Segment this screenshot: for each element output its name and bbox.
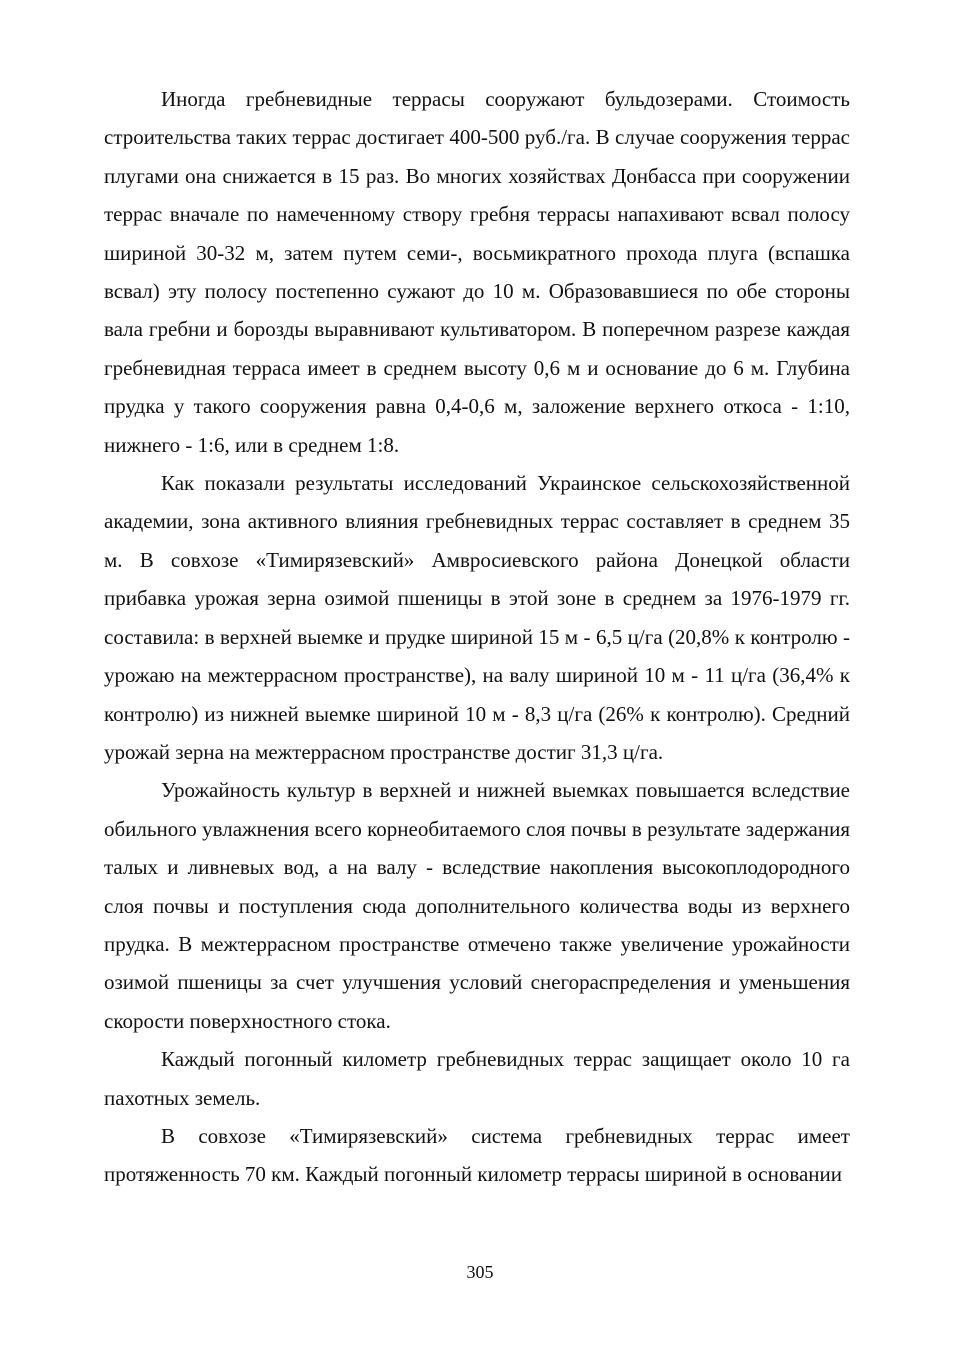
paragraph-terrace-system: В совхозе «Тимирязевский» система гребневидных террас имеет протяженность 70 км. Каждый погонный километр террасы шириной в основании	[104, 1123, 850, 1187]
paragraph-protection-area: Каждый погонный километр гребневидных террас защищает около 10 га пахотных земель.	[104, 1047, 850, 1110]
body-text	[104, 80, 850, 1194]
paragraph-research-results: Как показали результаты исследований Украинское сельскохозяйственной академии, зона активного влияния гребневидных террас составляет в среднем 35 м. В совхозе «Тимирязевский» Амвросиевского района Донецкой области прибавка урожая зерна озимой пшеницы в этой зоне в среднем за 1976-1979 гг. составила: в верхней выемке и прудке шириной 15 м - 6,5 ц/га (20,8% к контролю - урожаю на межтеррасном пространстве), на валу шириной 10 м - 11 ц/га (36,4% к контролю) из нижней выемке шириной 10 м - 8,3 ц/га (26% к контролю). Средний урожай зерна на межтеррасном пространстве достиг 31,3 ц/га.	[104, 471, 850, 764]
paragraph-yield-reasons: Урожайность культур в верхней и нижней выемках повышается вследствие обильного увлажнения всего корнеобитаемого слоя почвы в результате задержания талых и ливневых вод, а на валу - вследствие накопления высокоплодородного слоя почвы и поступления сюда дополнительного количества воды из верхнего прудка. В межтеррасном пространстве отмечено также увеличение урожайности озимой пшеницы за счет улучшения условий снегораспределения и уменьшения скорости поверхностного стока.	[104, 778, 850, 1033]
paragraph-terraces-construction: Иногда гребневидные террасы сооружают бульдозерами. Стоимость строительства таких террас достигает 400-500 руб./га. В случае сооружения террас плугами она снижается в 15 раз. Во многих хозяйствах Донбасса при сооружении террас вначале по намеченному створу гребня террасы напахивают всвал полосу шириной 30-32 м, затем путем семи-, восьмикратного прохода плуга (вспашка всвал) эту полосу постепенно сужают до 10 м. Образовавшиеся по обе стороны вала гребни и борозды выравнивают культиватором. В поперечном разрезе каждая гребневидная терраса имеет в среднем высоту 0,6 м и основание до 6 м. Глубина прудка у такого сооружения равна 0,4-0,6 м, заложение верхнего откоса - 1:10, нижнего - 1:6, или в среднем 1:8.	[104, 87, 850, 457]
page-number: 305	[466, 1262, 494, 1282]
